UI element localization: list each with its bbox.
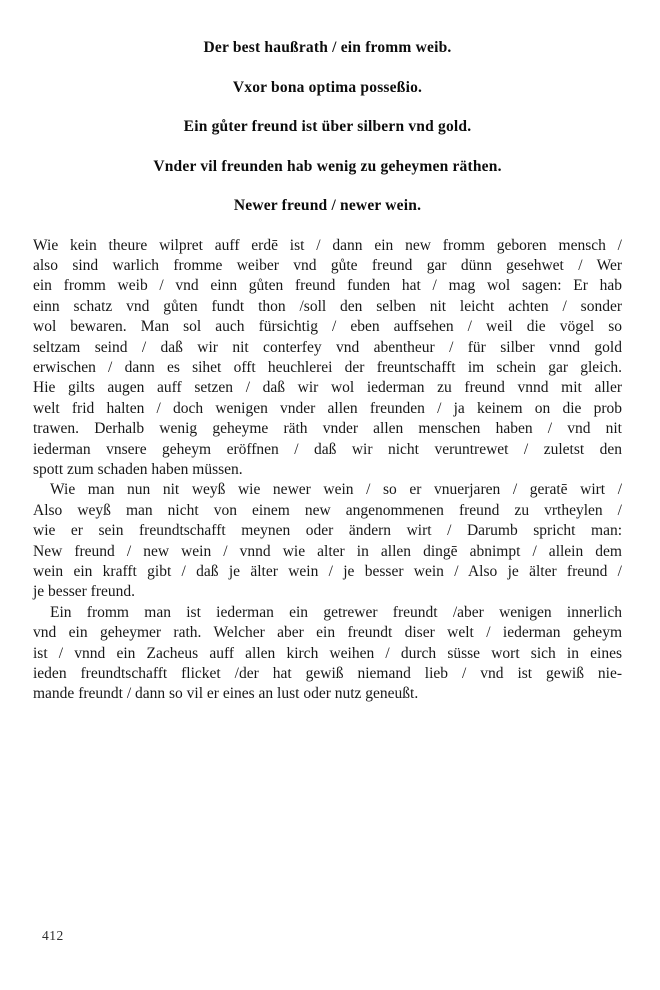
text-line: spott zum schaden haben müssen. — [33, 460, 243, 478]
heading-1: Der best haußrath / ein fromm weib. — [203, 39, 452, 56]
text-line: Wie man nun nit weyß wie newer wein / so er vnuerjaren / geratē wirt / — [50, 481, 622, 499]
text-line: mande freundt / dann so vil er eines an lust oder nutz geneußt. — [33, 685, 419, 703]
text-line: ist / vnnd ein Zacheus auff allen kirch weihen / durch süsse wort sich in eines — [33, 644, 622, 662]
text-line: je besser freund. — [33, 583, 135, 601]
text-line: Wie kein theure wilpret auff erdē ist / dann ein new fromm geboren mensch / — [33, 236, 622, 254]
text-line: also sind warlich fromme weiber vnd gůte freund gar dünn gesehwet / Wer — [33, 256, 622, 274]
text-line: wie er sein freundtschafft meynen oder ändern wirt / Darumb spricht man: — [33, 522, 622, 540]
text-line: ieden freundtschafft flicket /der hat gewiß niemand lieb / vnd ist gewiß nie- — [33, 665, 622, 683]
text-line: Ein fromm man ist iederman ein getrewer freundt /aber wenigen innerlich — [50, 603, 622, 621]
text-line: erwischen / dann es sihet offt heuchlerei der freuntschafft im schein gar gleich. — [33, 358, 622, 376]
text-line: einn schatz vnd gůten fundt thon /soll den selben nit leicht achten / sonder — [33, 297, 622, 315]
headings — [33, 0, 622, 215]
heading-5: Newer freund / newer wein. — [233, 197, 422, 214]
paragraph-1 — [33, 236, 622, 481]
heading-3: Ein gůter freund ist über silbern vnd gold. — [183, 118, 472, 135]
text-line: Also weyß man nicht von einem new angenommenen freund zu vrtheylen / — [33, 501, 622, 519]
text-line: seltzam seind / daß wir nit conterfey vnd abentheur / für silber vnnd gold — [33, 338, 622, 356]
text-block — [33, 0, 622, 705]
text-line: New freund / new wein / vnnd wie alter in allen dingē abnimpt / allein dem — [33, 542, 622, 560]
text-line: ein fromm weib / vnd einn gůten freund funden hat / mag wol sagen: Er hab — [33, 277, 622, 295]
page-number: 412 — [42, 928, 64, 943]
heading-4: Vnder vil freunden hab wenig zu geheymen räthen. — [153, 157, 502, 175]
text-line: Hie gilts augen auff setzen / daß wir wol iederman zu freund vnnd mit aller — [33, 379, 622, 397]
text-line: iederman vnsere geheym eröffnen / daß wir nicht veruntrewet / zuletst den — [33, 440, 622, 458]
text-line: wol bewaren. Man sol auch fürsichtig / eben auffsehen / weil die vögel so — [33, 318, 622, 336]
text-line: welt frid halten / doch wenigen vnder allen freunden / ja keinem on die prob — [33, 399, 622, 417]
text-line: vnd ein geheymer rath. Welcher aber ein freundt diser welt / iederman geheym — [33, 624, 622, 642]
paragraph-3 — [33, 603, 622, 705]
paragraph-2 — [33, 480, 622, 602]
text-line: trawen. Derhalb wenig geheyme räth vnder allen menschen haben / vnd nit — [33, 420, 622, 438]
heading-2: Vxor bona optima posseßio. — [232, 78, 423, 96]
body-text — [33, 236, 622, 705]
text-line: wein ein krafft gibt / daß je älter wein / je besser wein / Also je älter freund / — [33, 563, 622, 580]
